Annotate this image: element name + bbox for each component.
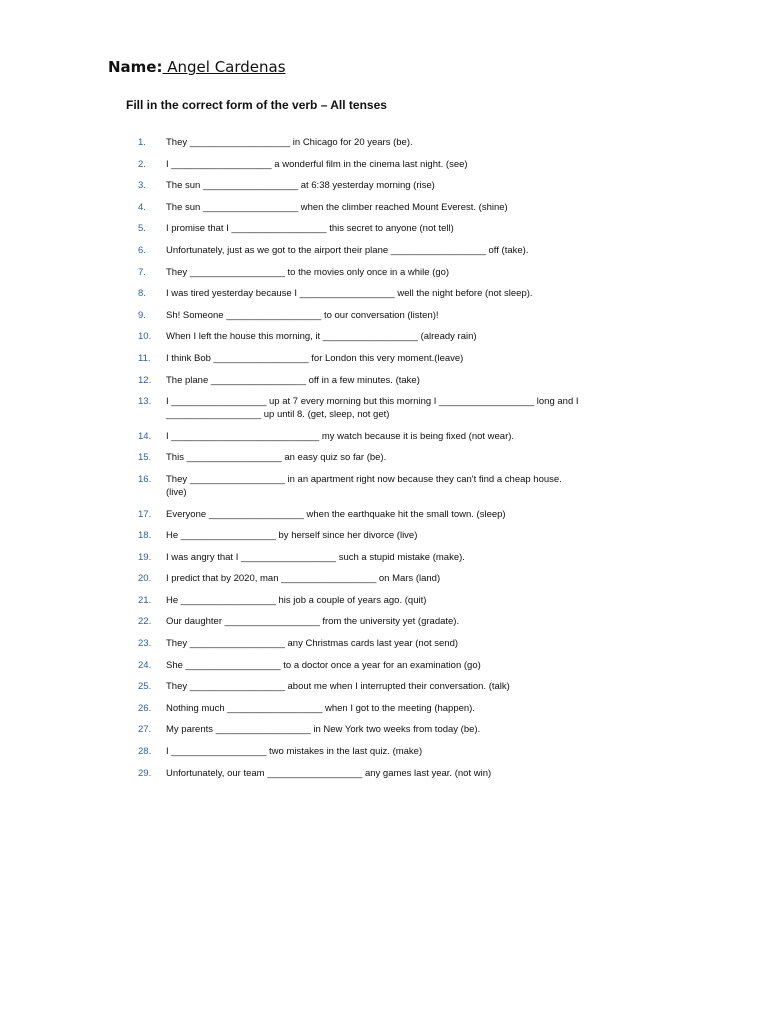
exercise-number: 1. (138, 137, 146, 148)
exercise-item (138, 309, 698, 322)
exercise-number: 15. (138, 452, 152, 464)
exercise-number: 26. (138, 702, 152, 714)
exercise-text: He __________________ by herself since her divorce (live) (166, 530, 418, 542)
exercise-text: Our daughter __________________ from the university yet (gradate). (166, 616, 460, 628)
exercise-text: They __________________ any Christmas cards last year (not send) (166, 638, 459, 650)
exercise-item (138, 179, 698, 192)
exercise-number: 9. (138, 309, 146, 321)
exercise-number: 25. (138, 681, 152, 693)
exercise-item (138, 659, 698, 672)
exercise-item (138, 352, 698, 365)
exercise-text: I ____________________________ my watch because it is being fixed (not wear). (166, 430, 515, 442)
exercise-number: 20. (138, 573, 152, 585)
exercise-text: I __________________ two mistakes in the last quiz. (make) (166, 746, 423, 758)
exercise-item (138, 529, 698, 542)
exercise-item (138, 395, 698, 421)
exercise-item (138, 430, 698, 443)
exercise-item (138, 330, 698, 343)
exercise-text: When I left the house this morning, it __________________ (already rain) (166, 331, 477, 343)
exercise-item (138, 680, 698, 693)
exercise-number: 10. (138, 331, 152, 343)
exercise-item (138, 615, 698, 628)
exercise-number: 22. (138, 616, 152, 628)
exercise-text: Everyone __________________ when the earthquake hit the small town. (sleep) (166, 508, 506, 520)
exercise-text: They ___________________ in Chicago for 20 years (be). (166, 137, 413, 148)
name-label: Name: (108, 58, 163, 76)
exercise-item (138, 244, 698, 257)
exercise-text: I predict that by 2020, man __________________ on Mars (land) (166, 573, 441, 585)
exercise-item (138, 637, 698, 650)
exercise-number: 28. (138, 746, 152, 758)
exercise-number: 23. (138, 638, 152, 650)
exercise-item (138, 136, 698, 149)
exercise-number: 18. (138, 530, 152, 542)
exercise-text: The sun __________________ when the climber reached Mount Everest. (shine) (166, 201, 508, 213)
exercise-item (138, 723, 698, 736)
exercise-number: 8. (138, 288, 146, 300)
exercise-item (138, 745, 698, 758)
exercise-number: 24. (138, 659, 152, 671)
exercise-text: This __________________ an easy quiz so far (be). (166, 452, 387, 464)
exercise-text: Unfortunately, just as we got to the airport their plane __________________ off (take). (166, 244, 529, 256)
exercise-text: I ___________________ a wonderful film in the cinema last night. (see) (166, 158, 468, 170)
student-name-value: Angel Cardenas (162, 58, 286, 76)
exercise-text: My parents __________________ in New York two weeks from today (be). (166, 724, 481, 736)
exercise-text: The sun __________________ at 6:38 yesterday morning (rise) (166, 180, 435, 192)
exercise-number: 12. (138, 374, 152, 386)
worksheet-heading: Fill in the correct form of the verb – All tenses (126, 98, 387, 112)
exercise-number: 3. (138, 180, 146, 192)
exercise-number: 21. (138, 594, 152, 606)
exercise-number: 14. (138, 430, 152, 442)
exercise-number: 6. (138, 244, 146, 256)
exercise-number: 29. (138, 767, 152, 779)
exercise-text: He __________________ his job a couple of years ago. (quit) (166, 594, 427, 606)
exercise-item (138, 508, 698, 521)
exercise-text: They __________________ about me when I interrupted their conversation. (talk) (166, 681, 510, 693)
exercise-number: 11. (138, 352, 151, 364)
exercise-text: I think Bob __________________ for London this very moment.(leave) (166, 352, 464, 364)
exercise-text: I promise that I __________________ this secret to anyone (not tell) (166, 223, 454, 235)
exercise-text: They __________________ to the movies only once in a while (go) (166, 266, 450, 278)
exercise-number: 2. (138, 158, 146, 170)
exercise-text: Nothing much __________________ when I got to the meeting (happen). (166, 702, 475, 714)
exercise-number: 4. (138, 201, 146, 213)
exercise-item (138, 551, 698, 564)
exercise-item (138, 287, 698, 300)
exercise-item (138, 572, 698, 585)
exercise-item (138, 158, 698, 171)
exercise-item (138, 473, 698, 499)
exercise-item (138, 266, 698, 279)
exercise-text: I was tired yesterday because I __________________ well the night before (not sleep). (166, 288, 533, 300)
student-name-line (108, 58, 286, 76)
exercise-item (138, 201, 698, 214)
exercise-item (138, 702, 698, 715)
exercise-text: I __________________ up at 7 every morning but this morning I __________________ long and I __________________ up until 8. (get, sleep, not get) (166, 396, 579, 421)
exercise-text: They __________________ in an apartment right now because they can't find a cheap house. (live) (166, 473, 562, 498)
exercise-text: Unfortunately, our team __________________ any games last year. (not win) (166, 767, 492, 779)
exercise-text: I was angry that I __________________ such a stupid mistake (make). (166, 551, 465, 563)
exercise-list (138, 136, 698, 788)
exercise-number: 16. (138, 473, 152, 485)
exercise-number: 13. (138, 396, 152, 408)
exercise-number: 17. (138, 508, 152, 520)
exercise-text: She __________________ to a doctor once a year for an examination (go) (166, 659, 481, 671)
exercise-number: 27. (138, 724, 152, 736)
exercise-item (138, 767, 698, 780)
exercise-text: The plane __________________ off in a few minutes. (take) (166, 374, 420, 386)
exercise-text: Sh! Someone __________________ to our conversation (listen)! (166, 309, 439, 321)
exercise-item (138, 451, 698, 464)
exercise-number: 7. (138, 266, 146, 278)
exercise-item (138, 374, 698, 387)
exercise-item (138, 222, 698, 235)
exercise-item (138, 594, 698, 607)
exercise-number: 5. (138, 223, 146, 235)
exercise-number: 19. (138, 551, 152, 563)
